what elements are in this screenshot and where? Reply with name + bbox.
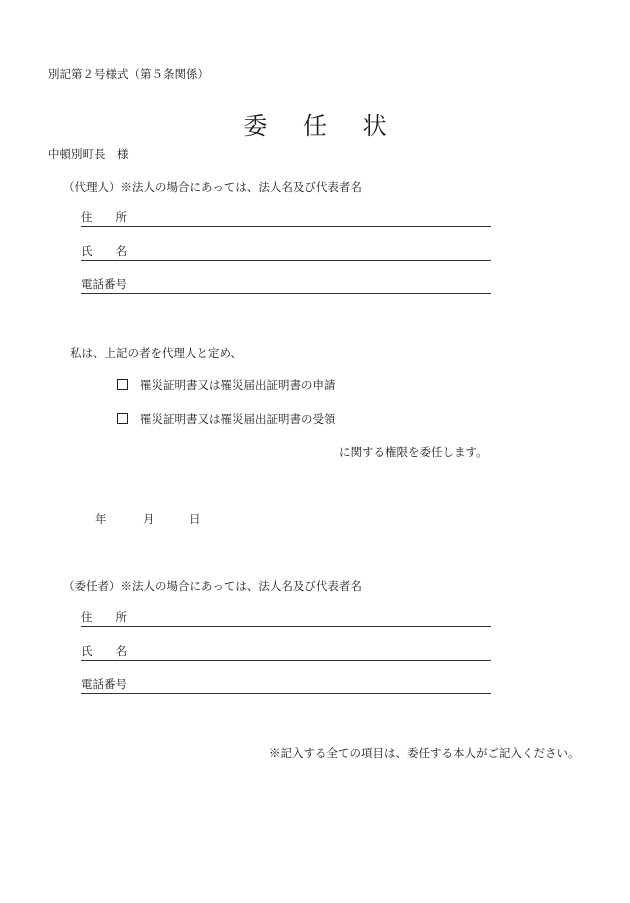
principal-section-heading: （委任者）※法人の場合にあっては、法人名及び代表者名: [63, 579, 362, 593]
document-title: 委 任 状: [243, 112, 401, 140]
agent-address-field[interactable]: [81, 208, 491, 227]
principal-name-field[interactable]: [81, 642, 491, 661]
option-receipt[interactable]: [117, 411, 336, 427]
authority-text: に関する権限を委任します。: [339, 445, 488, 459]
option-application[interactable]: [117, 377, 336, 393]
principal-phone-label: 電話番号: [81, 677, 127, 691]
principal-address-label: 住 所: [81, 610, 127, 624]
option-receipt-label: 罹災証明書又は罹災届出証明書の受領: [140, 412, 336, 426]
agent-phone-label: 電話番号: [81, 277, 127, 291]
form-number-label: 別記第２号様式（第５条関係）: [48, 67, 209, 81]
agent-phone-field[interactable]: [81, 275, 491, 294]
checkbox-receipt[interactable]: [117, 413, 128, 424]
addressee: 中頓別町長 様: [48, 147, 129, 161]
agent-address-label: 住 所: [81, 210, 127, 224]
date-year-label: 年: [95, 512, 107, 526]
date-month-label: 月: [143, 512, 155, 526]
agent-name-field[interactable]: [81, 242, 491, 261]
option-application-label: 罹災証明書又は罹災届出証明書の申請: [140, 378, 336, 392]
checkbox-application[interactable]: [117, 379, 128, 390]
principal-name-label: 氏 名: [81, 644, 127, 658]
delegation-statement: 私は、上記の者を代理人と定め、: [70, 346, 243, 360]
agent-section-heading: （代理人）※法人の場合にあっては、法人名及び代表者名: [63, 180, 362, 194]
principal-phone-field[interactable]: [81, 675, 491, 694]
agent-name-label: 氏 名: [81, 244, 127, 258]
date-day-label: 日: [189, 512, 201, 526]
instruction-note: ※記入する全ての項目は、委任する本人がご記入ください。: [269, 746, 580, 760]
principal-address-field[interactable]: [81, 608, 491, 627]
